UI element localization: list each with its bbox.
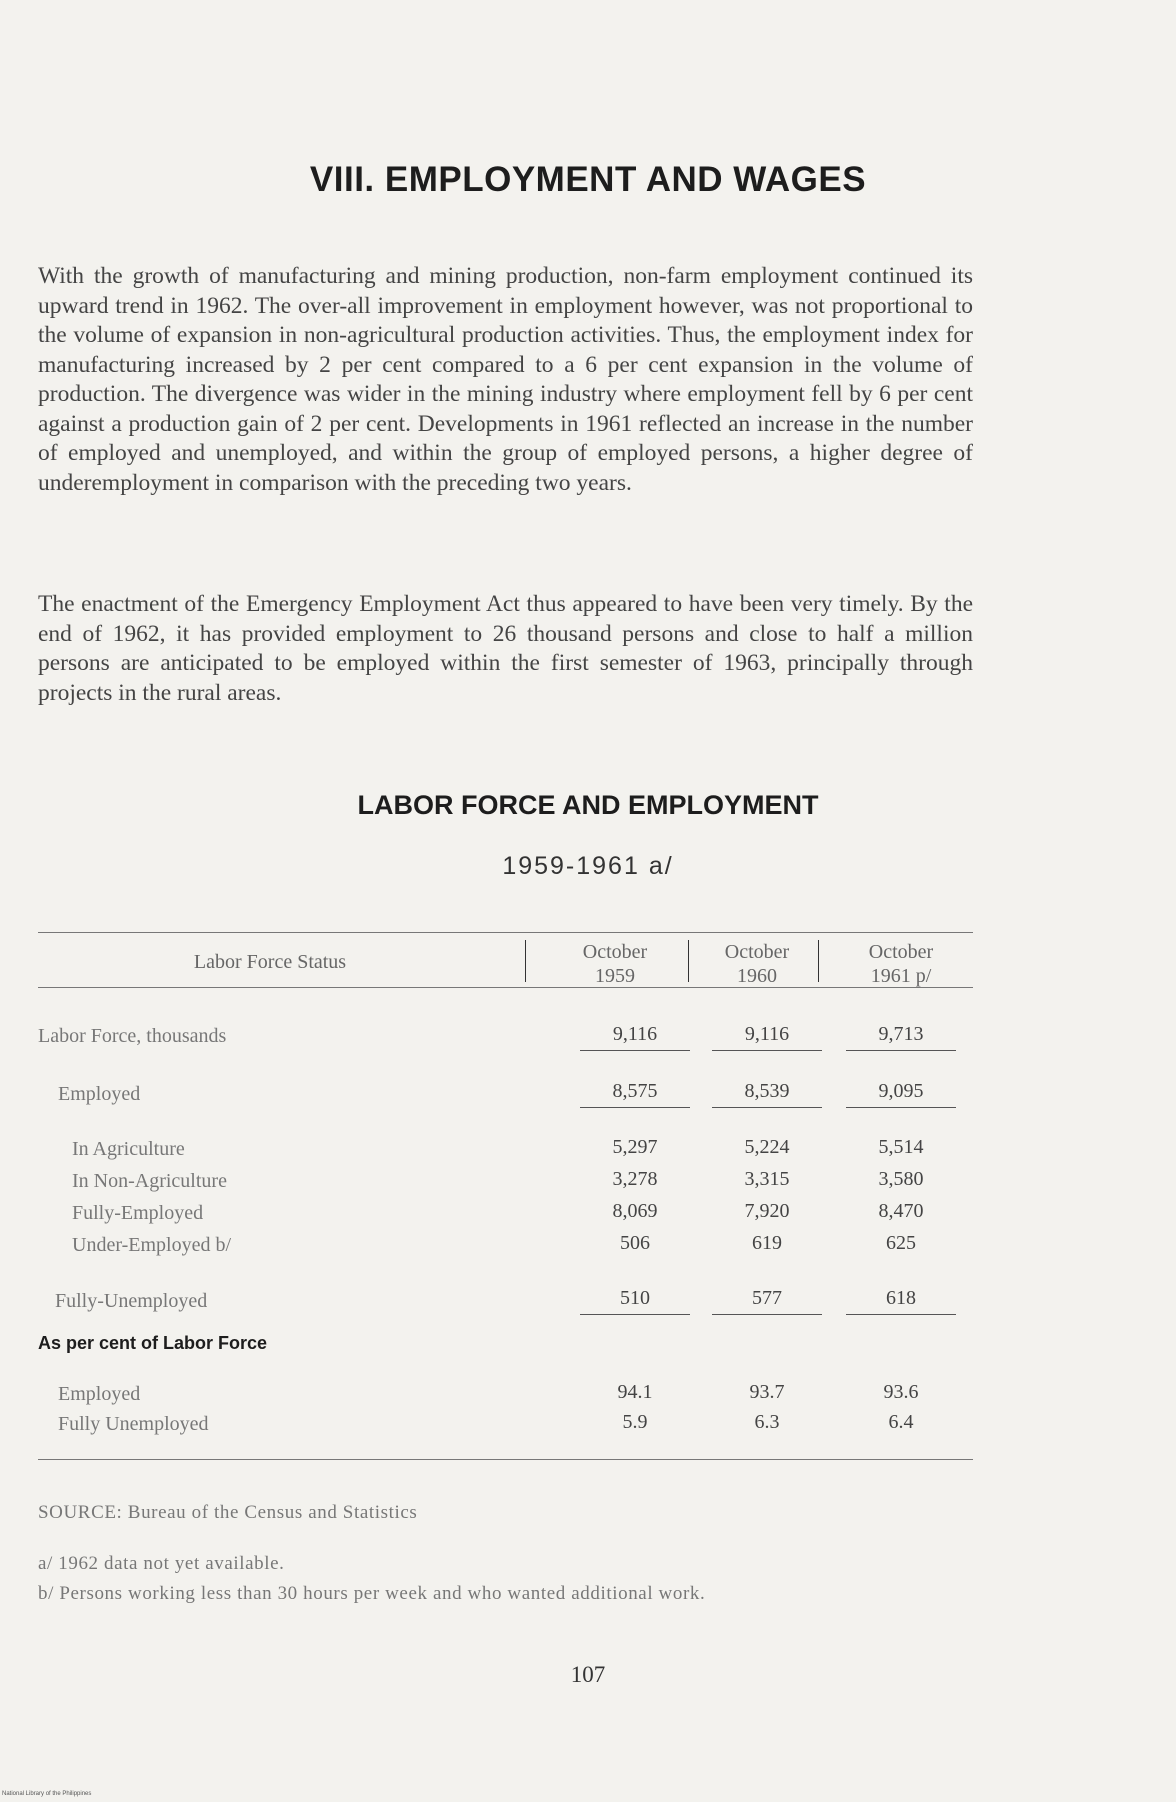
table-header-rule (38, 987, 973, 988)
column-divider (525, 940, 526, 982)
cell-fully-employed-1960: 7,920 (744, 1200, 790, 1222)
row-label-agriculture: In Agriculture (72, 1138, 185, 1160)
cell-agriculture-1960: 5,224 (744, 1136, 790, 1158)
section-label-percent: As per cent of Labor Force (38, 1333, 268, 1353)
scan-credit: National Library of the Philippines (2, 1791, 92, 1797)
column-divider (818, 940, 819, 982)
table-bottom-rule (38, 1459, 973, 1460)
table-subtitle: 1959-1961 a/ (502, 852, 674, 880)
row-label-under-employed: Under-Employed b/ (72, 1234, 232, 1256)
cell-percent-employed-1960: 93.7 (749, 1381, 785, 1403)
row-label-percent-unemployed: Fully Unemployed (58, 1413, 209, 1435)
column-header-month: October (724, 941, 790, 963)
cell-labor-force-1960: 9,116 (712, 1023, 822, 1051)
cell-percent-employed-1961: 93.6 (883, 1381, 919, 1403)
cell-under-employed-1960: 619 (752, 1232, 782, 1254)
cell-employed-1959: 8,575 (580, 1080, 690, 1108)
footnote-a: a/ 1962 data not yet available. (38, 1553, 285, 1574)
column-header-month: October (868, 941, 934, 963)
cell-percent-employed-1959: 94.1 (617, 1381, 653, 1403)
column-divider (688, 940, 689, 982)
row-label-fully-unemployed: Fully-Unemployed (55, 1290, 208, 1312)
cell-fully-unemployed-1960: 577 (712, 1287, 822, 1315)
footnote-source: SOURCE: Bureau of the Census and Statistics (38, 1502, 418, 1523)
row-label-non-agriculture: In Non-Agriculture (72, 1170, 227, 1192)
paragraph-growth: With the growth of manufacturing and mining production, non-farm employment continued its upward trend in 1962. The over-all improvement in employment however, was not proportional to the volume of expansion in non-agricultural production activities. Thus, the employment index for manufacturing increased by 2 per cent compared to a 6 per cent expansion in the volume of production. The divergence was wider in the mining industry where employment fell by 6 per cent against a production gain of 2 per cent. Developments in 1961 reflected an increase in the number of employed and unemployed, and within the group of employed persons, a higher degree of underemployment in comparison with the preceding two years. (38, 263, 973, 496)
column-header-year: 1959 (595, 965, 635, 987)
column-header-1960 (702, 940, 812, 988)
cell-percent-unemployed-1959: 5.9 (622, 1411, 648, 1433)
paragraph-emergency-act: The enactment of the Emergency Employment Act thus appeared to have been very timely. By the end of 1962, it has provided employment to 26 thousand persons and close to half a million persons are anticipated to be employed within the first semester of 1963, principally through projects in the rural areas. (38, 591, 973, 706)
cell-labor-force-1961: 9,713 (846, 1023, 956, 1051)
table-title: LABOR FORCE AND EMPLOYMENT (357, 790, 819, 820)
footnote-b: b/ Persons working less than 30 hours per week and who wanted additional work. (38, 1583, 706, 1604)
cell-fully-employed-1961: 8,470 (878, 1200, 924, 1222)
column-header-month: October (582, 941, 648, 963)
column-header-status: Labor Force Status (193, 951, 347, 973)
column-header-1959 (560, 940, 670, 988)
cell-fully-unemployed-1961: 618 (846, 1287, 956, 1315)
cell-labor-force-1959: 9,116 (580, 1023, 690, 1051)
cell-employed-1961: 9,095 (846, 1080, 956, 1108)
cell-percent-unemployed-1960: 6.3 (754, 1411, 780, 1433)
cell-percent-unemployed-1961: 6.4 (888, 1411, 914, 1433)
cell-non-agriculture-1961: 3,580 (878, 1168, 924, 1190)
column-header-year: 1961 p/ (870, 965, 932, 987)
row-label-labor-force: Labor Force, thousands (38, 1025, 227, 1047)
cell-under-employed-1961: 625 (886, 1232, 916, 1254)
cell-employed-1960: 8,539 (712, 1080, 822, 1108)
column-header-year: 1960 (737, 965, 777, 987)
cell-fully-employed-1959: 8,069 (612, 1200, 658, 1222)
row-label-employed: Employed (58, 1083, 141, 1105)
cell-agriculture-1959: 5,297 (612, 1136, 658, 1158)
cell-fully-unemployed-1959: 510 (580, 1287, 690, 1315)
row-label-fully-employed: Fully-Employed (72, 1202, 204, 1224)
cell-under-employed-1959: 506 (620, 1232, 650, 1254)
section-heading: VIII. EMPLOYMENT AND WAGES (309, 160, 867, 199)
column-header-1961 (846, 940, 956, 988)
table-top-rule (38, 932, 973, 933)
cell-agriculture-1961: 5,514 (878, 1136, 924, 1158)
cell-non-agriculture-1959: 3,278 (612, 1168, 658, 1190)
row-label-percent-employed: Employed (58, 1383, 141, 1405)
page-number: 107 (570, 1662, 606, 1687)
cell-non-agriculture-1960: 3,315 (744, 1168, 790, 1190)
